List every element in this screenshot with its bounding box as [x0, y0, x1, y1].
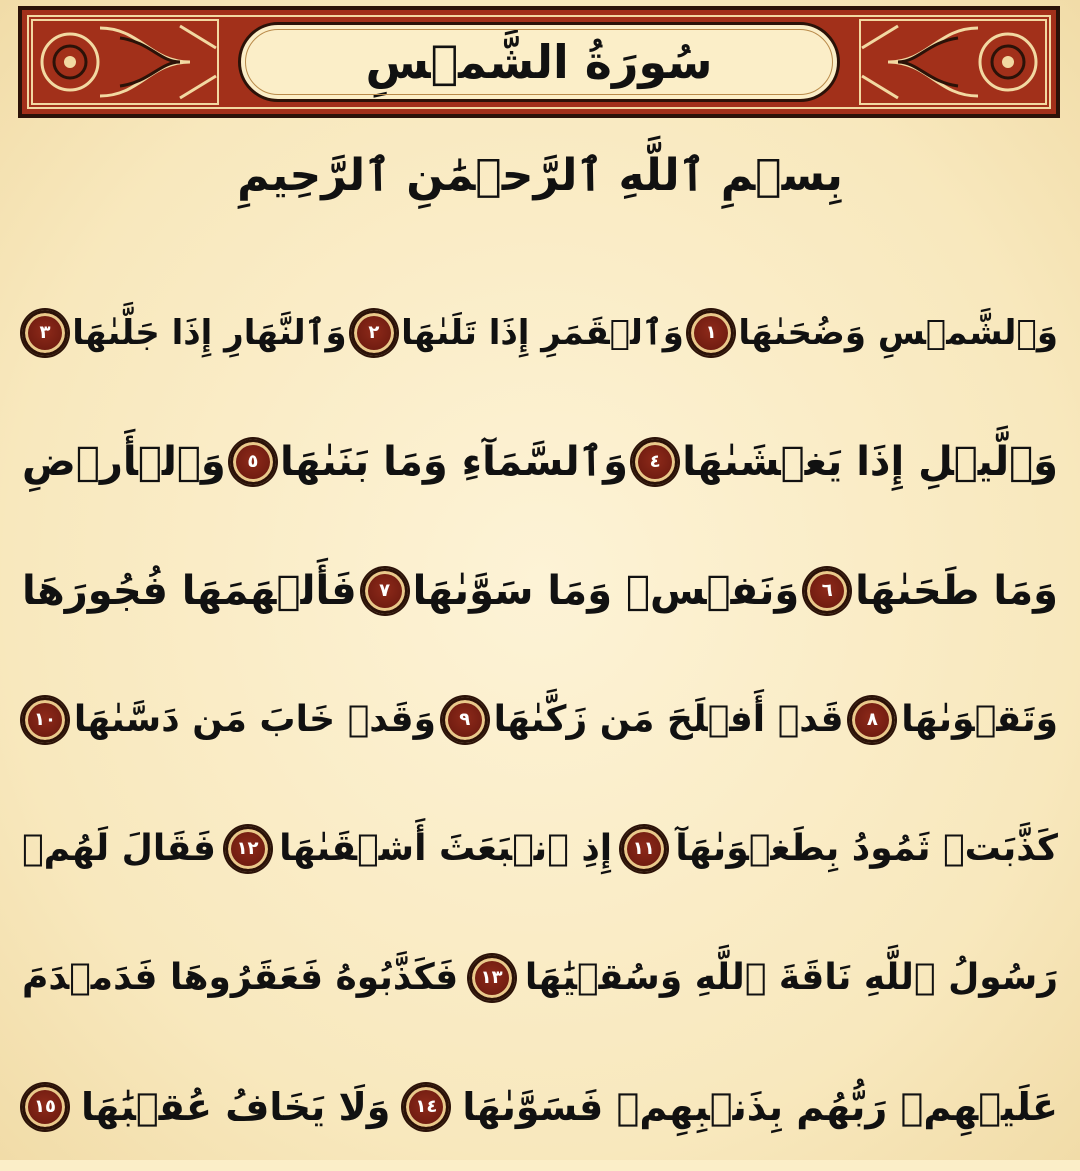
verse-text: وَٱلۡقَمَرِ إِذَا تَلَىٰهَا — [401, 312, 684, 353]
surah-title: سُورَةُ الشَّمۡسِ — [365, 35, 713, 89]
verse-text: وَنَفۡسٖ وَمَا سَوَّىٰهَا — [412, 567, 800, 614]
ayah-number-marker: ١٢ — [225, 826, 271, 872]
ayah-number-marker: ٥ — [230, 439, 276, 485]
ayah-number-marker: ١ — [688, 310, 734, 356]
verse-line — [22, 526, 1058, 655]
ayah-number-marker: ٢ — [351, 310, 397, 356]
arabesque-ornament-icon — [858, 18, 1048, 106]
verse-text: وَٱلشَّمۡسِ وَضُحَىٰهَا — [738, 312, 1058, 353]
basmala: بِسۡمِ ٱللَّهِ ٱلرَّحۡمَٰنِ ٱلرَّحِيمِ — [237, 150, 843, 201]
verse-line — [22, 397, 1058, 526]
verse-text: فَكَذَّبُوهُ فَعَقَرُوهَا فَدَمۡدَمَ — [22, 956, 459, 998]
verse-text: وَلَا يَخَافُ عُقۡبَٰهَا — [80, 1084, 391, 1129]
ayah-number-marker: ١٠ — [22, 697, 68, 743]
verse-line — [22, 1042, 1058, 1171]
verse-text: وَٱلنَّهَارِ إِذَا جَلَّىٰهَا — [72, 312, 347, 353]
verse-line — [22, 268, 1058, 397]
ayah-number-marker: ١٣ — [469, 955, 515, 1001]
verse-text: إِذِ ٱنۢبَعَثَ أَشۡقَىٰهَا — [279, 827, 613, 869]
verse-text: فَقَالَ لَهُمۡ — [22, 827, 216, 869]
ayah-number-marker: ١١ — [621, 826, 667, 872]
verse-text: وَقَدۡ خَابَ مَن دَسَّىٰهَا — [73, 698, 436, 740]
verse-text: رَسُولُ ٱللَّهِ نَاقَةَ ٱللَّهِ وَسُقۡيَٰهَا — [524, 956, 1058, 998]
verse-text: وَمَا طَحَىٰهَا — [855, 567, 1058, 614]
verse-text: وَٱلۡأَرۡضِ — [22, 438, 226, 485]
ayah-number-marker: ٨ — [849, 697, 895, 743]
verse-text: وَٱلَّيۡلِ إِذَا يَغۡشَىٰهَا — [682, 438, 1058, 485]
surah-title-panel — [238, 22, 840, 102]
verse-line — [22, 913, 1058, 1042]
ayah-number-marker: ١٥ — [22, 1084, 68, 1130]
ayah-number-marker: ١٤ — [403, 1084, 449, 1130]
ayah-number-marker: ٩ — [442, 697, 488, 743]
surah-header-frame — [18, 6, 1060, 118]
verse-text: قَدۡ أَفۡلَحَ مَن زَكَّىٰهَا — [493, 698, 844, 740]
ayah-number-marker: ٧ — [362, 568, 408, 614]
verse-line — [22, 655, 1058, 784]
verse-text: كَذَّبَتۡ ثَمُودُ بِطَغۡوَىٰهَآ — [675, 827, 1058, 869]
verses-block — [22, 268, 1058, 1171]
ayah-number-marker: ٣ — [22, 310, 68, 356]
arabesque-ornament-icon — [30, 18, 220, 106]
ayah-number-marker: ٤ — [632, 439, 678, 485]
ayah-number-marker: ٦ — [804, 568, 850, 614]
verse-text: فَأَلۡهَمَهَا فُجُورَهَا — [22, 567, 357, 614]
verse-text: وَتَقۡوَىٰهَا — [901, 698, 1058, 740]
verse-text: عَلَيۡهِمۡ رَبُّهُم بِذَنۢبِهِمۡ فَسَوَّىٰهَا — [462, 1084, 1058, 1129]
verse-line — [22, 784, 1058, 913]
verse-text: وَٱلسَّمَآءِ وَمَا بَنَىٰهَا — [280, 438, 628, 485]
